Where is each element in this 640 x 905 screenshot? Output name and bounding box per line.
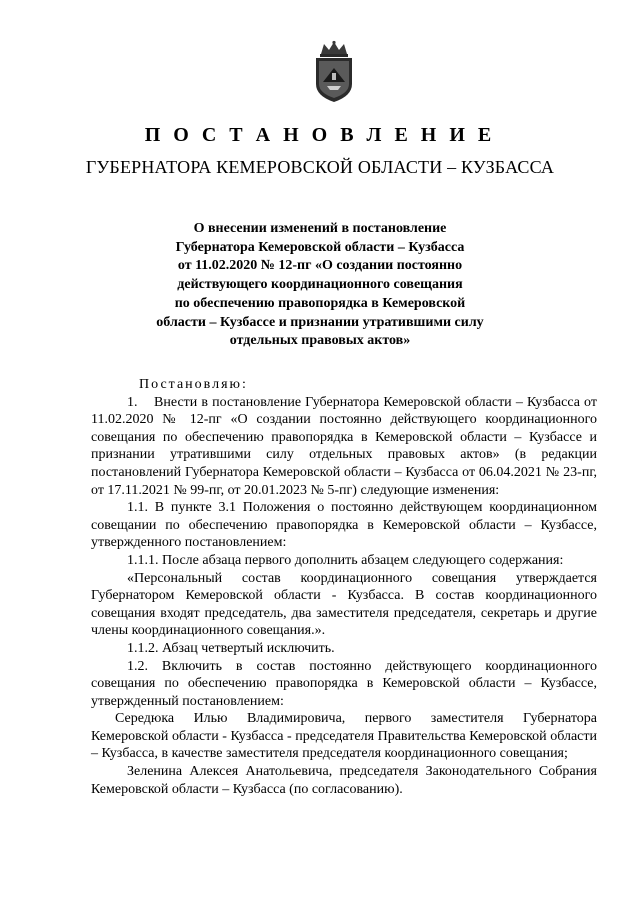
coat-of-arms-icon (308, 40, 360, 104)
member-entry: Зеленина Алексея Анатольевича, председателя Законодательного Собрания Кемеровской области – Кузбасса (по согласованию). (91, 764, 597, 797)
paragraph-1-2: 1.2. Включить в состав постоянно действующего координационного совещания по обеспечению правопорядка в Кемеровской области – Кузбассе, утвержденный постановлением: (91, 658, 597, 709)
document-subtitle: ГУБЕРНАТОРА КЕМЕРОВСКОЙ ОБЛАСТИ – КУЗБАССА (85, 157, 555, 177)
paragraph-1-1-1: 1.1.1. После абзаца первого дополнить абзацем следующего содержания: (127, 552, 564, 568)
paragraph-1-1-2: 1.1.2. Абзац четвертый исключить. (127, 640, 335, 656)
paragraph-1-1: 1.1. В пункте 3.1 Положения о постоянно действующем координационном совещании по обеспечению правопорядка в Кемеровской области – Кузбассе, утвержденного постановлением: (91, 500, 597, 551)
quoted-paragraph: «Персональный состав координационного совещания утверждается Губернатором Кемеровской области - Кузбасса. В состав координационного совещания входят председатель, два заместителя председателя, секретарь и другие члены координационного совещания.». (91, 570, 597, 639)
subject-line: О внесении изменений в постановление (193, 221, 447, 236)
document-body (91, 376, 597, 798)
subject-line: отдельных правовых актов» (229, 333, 411, 349)
subject-line: от 11.02.2020 № 12-пг «О создании постоянно (177, 258, 463, 274)
decree-word: Постановляю: (139, 377, 248, 392)
subject-line: по обеспечению правопорядка в Кемеровской (174, 295, 466, 311)
document-title: П О С Т А Н О В Л Е Н И Е (144, 124, 496, 146)
subject-line: Губернатора Кемеровской области – Кузбасса (175, 239, 465, 255)
document-subject (150, 220, 490, 351)
subject-line: действующего координационного совещания (177, 277, 463, 293)
paragraph-1: 1. Внести в постановление Губернатора Кемеровской области – Кузбасса от 11.02.2020 № 12-пг «О создании постоянно действующего координационного совещания по обеспечению правопорядка в Кемеровской области – Кузбассе и признании утратившими силу отдельных правовых актов» (в редакции постановлений Губернатора Кемеровской области – Кузбасса от 06.04.2021 № 23-пг, от 17.11.2021 № 99-пг, от 20.01.2023 № 5-пг) следующие изменения: (91, 394, 597, 498)
member-entry: Середюка Илью Владимировича, первого заместителя Губернатора Кемеровской области - Кузбасса - председателя Правительства Кемеровской области – Кузбасса, в качестве заместителя председателя координационного совещания; (91, 711, 597, 762)
subject-line: области – Кузбассе и признании утратившими силу (156, 314, 484, 330)
